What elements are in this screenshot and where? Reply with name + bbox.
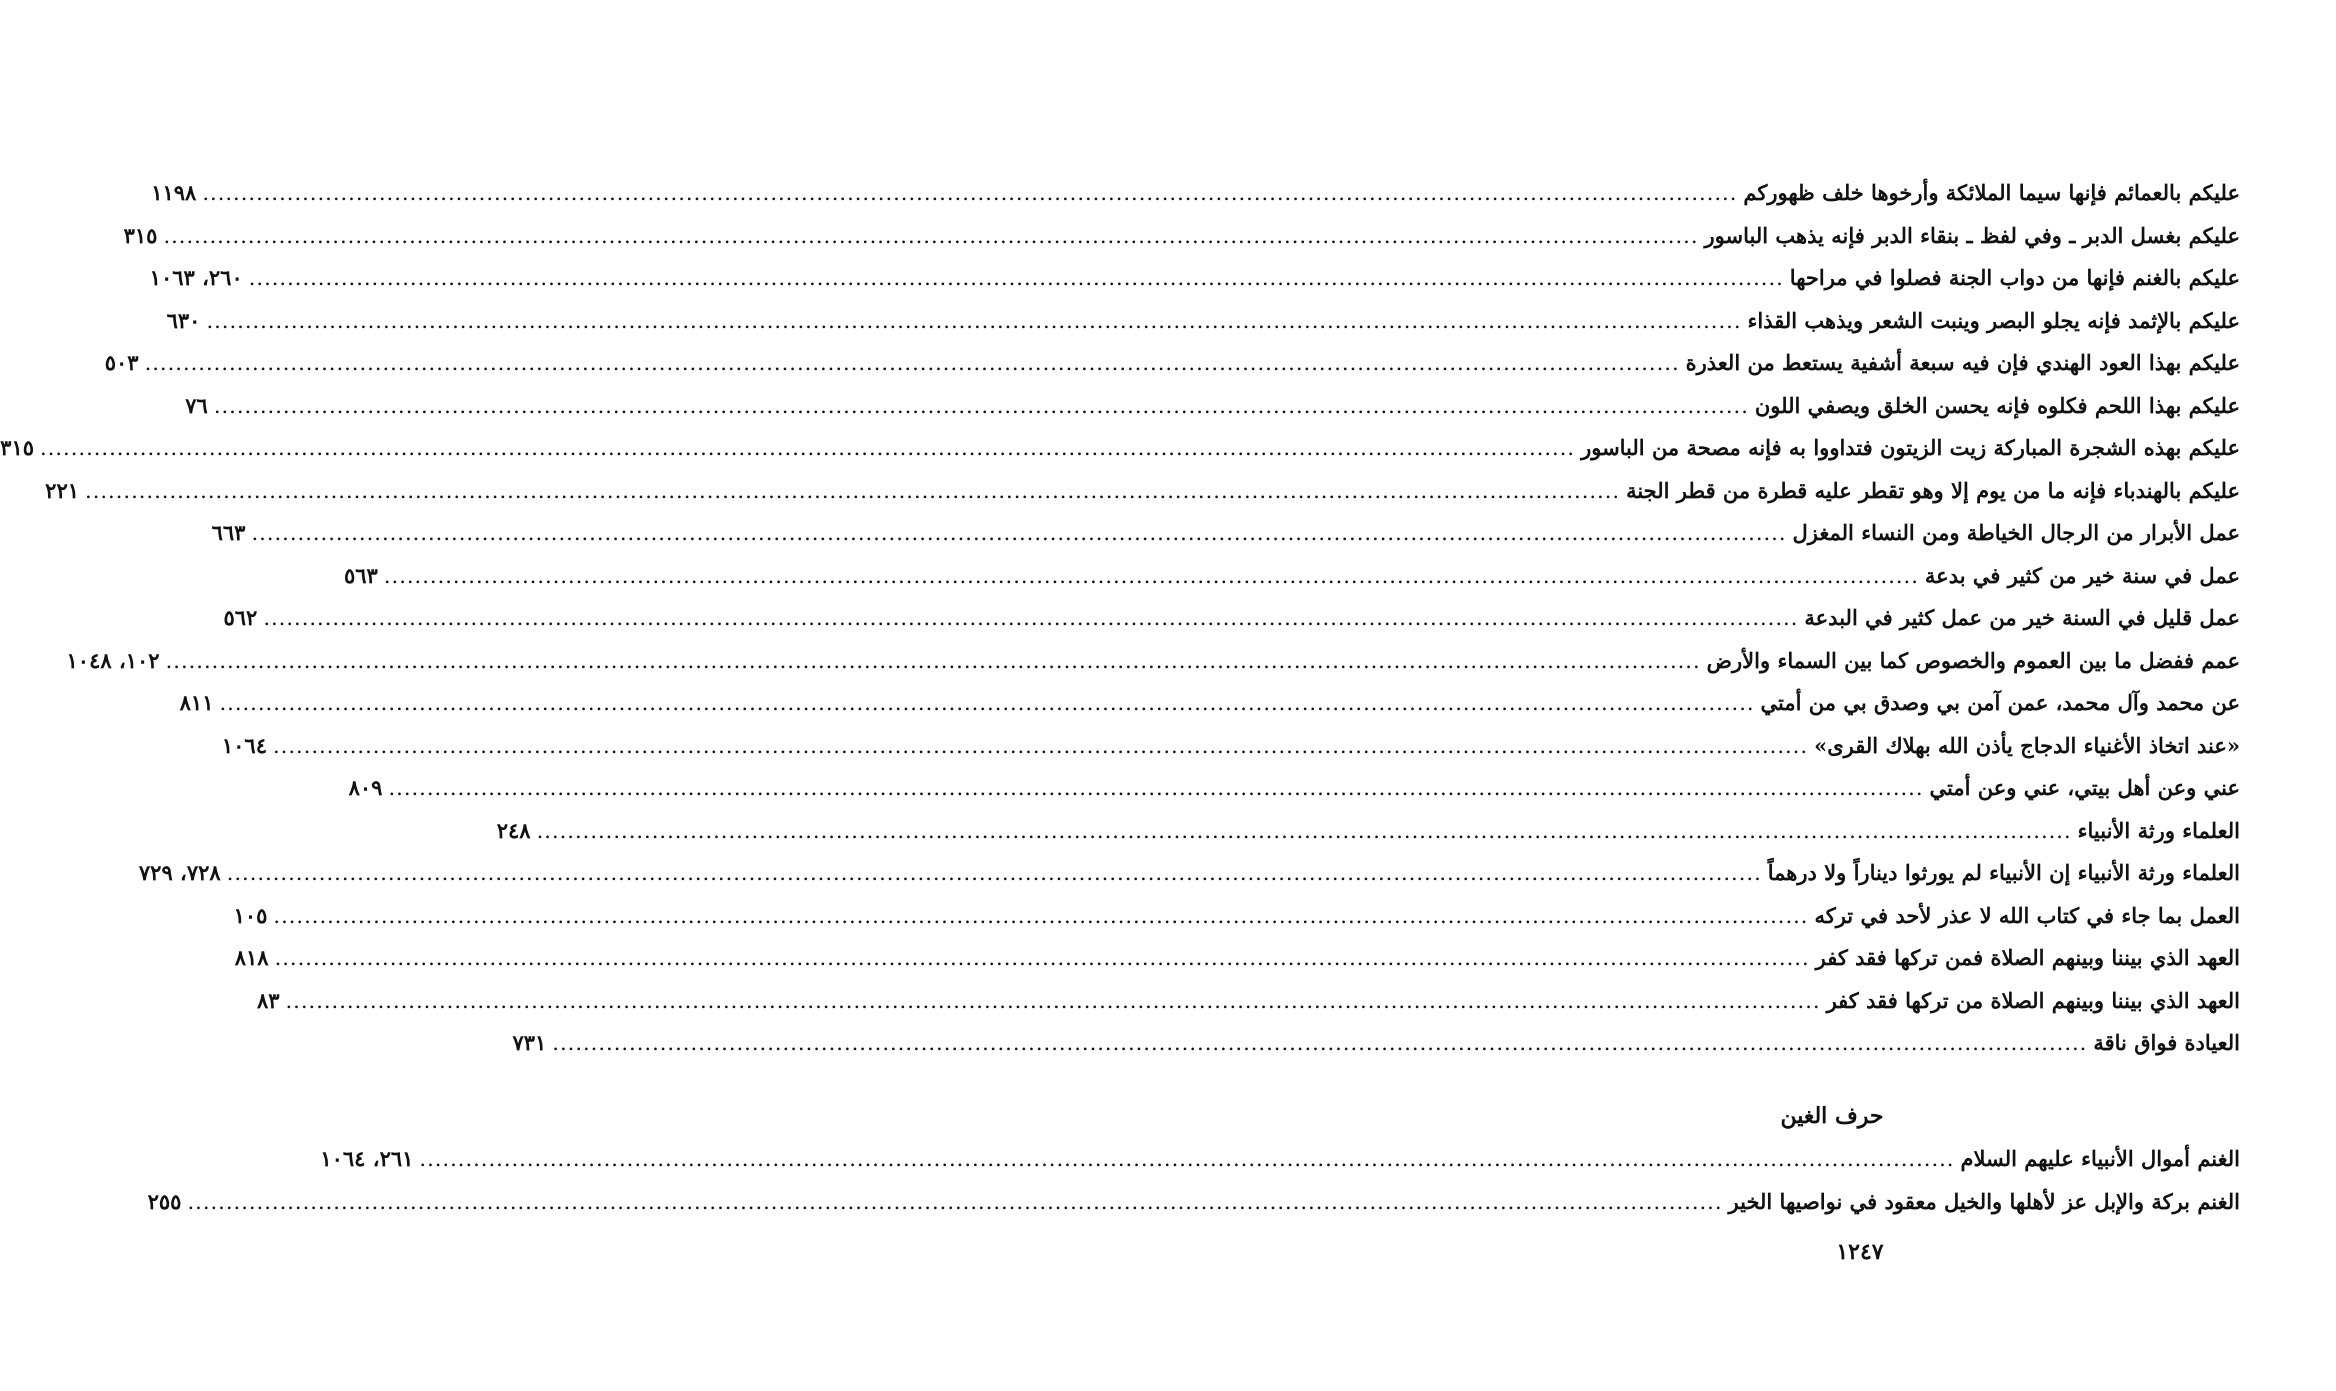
index-entry bbox=[223, 597, 2240, 640]
index-entry bbox=[496, 810, 2240, 853]
entry-text: عليكم بهذه الشجرة المباركة زيت الزيتون فتداووا به فإنه مصحة من الباسور bbox=[1581, 435, 2240, 460]
leader-dots: ........................................................................................................................................................................................................ bbox=[85, 478, 1621, 503]
entry-page-numbers: ٧٢٨، ٧٢٩ bbox=[138, 860, 221, 885]
leader-dots: ........................................................................................................................................................................................................ bbox=[263, 606, 1799, 630]
index-entry bbox=[234, 937, 2240, 980]
entry-text: عليكم بالهندباء فإنه ما من يوم إلا وهو تقطر عليه قطرة من قطر الجنة bbox=[1626, 477, 2240, 503]
leader-dots: ........................................................................................................................................................................................................ bbox=[163, 223, 1699, 248]
leader-dots: ........................................................................................................................................................................................................ bbox=[536, 818, 2072, 843]
entry-text: العيادة فواق ناقة bbox=[2093, 1030, 2240, 1055]
index-entry bbox=[123, 215, 2240, 258]
leader-dots: ........................................................................................................................................................................................................ bbox=[273, 733, 1809, 758]
entry-text: عني وعن أهل بيتي، عني وعن أمتي bbox=[1929, 775, 2240, 800]
entry-page-numbers: ١٠٢، ١٠٤٨ bbox=[66, 647, 160, 673]
index-entry bbox=[0, 427, 2240, 470]
index-entry bbox=[166, 300, 2240, 343]
index-entry bbox=[233, 895, 2240, 938]
entry-page-numbers: ٢٦٠، ١٠٦٣ bbox=[149, 265, 243, 290]
index-entry bbox=[348, 767, 2240, 810]
entry-page-numbers: ٨٣ bbox=[256, 987, 280, 1013]
entry-text: عليكم بهذا اللحم فكلوه فإنه يحسن الخلق ويصفي اللون bbox=[1754, 392, 2240, 418]
leader-dots: ........................................................................................................................................................................................................ bbox=[144, 351, 1680, 375]
index-entries-list bbox=[0, 172, 2240, 1065]
entry-text: عن محمد وآل محمد، عمن آمن بي وصدق بي من أمتي bbox=[1760, 690, 2240, 715]
entry-text: عليكم بالعمائم فإنها سيما الملائكة وأرخوها خلف ظهوركم bbox=[1743, 180, 2240, 205]
entry-text: العلماء ورثة الأنبياء bbox=[2077, 817, 2240, 843]
entry-text: عليكم بهذا العود الهندي فإن فيه سبعة أشفية يستعط من العذرة bbox=[1685, 350, 2240, 375]
entry-text: العهد الذي بيننا وبينهم الصلاة من تركها فقد كفر bbox=[1826, 987, 2240, 1013]
leader-dots: ........................................................................................................................................................................................................ bbox=[419, 1147, 1955, 1171]
leader-dots: ........................................................................................................................................................................................................ bbox=[40, 436, 1576, 460]
entry-page-numbers: ٨١٨ bbox=[234, 945, 269, 970]
entry-page-numbers: ٢٢١ bbox=[45, 477, 80, 503]
entry-page-numbers: ١٠٥ bbox=[233, 902, 268, 928]
entry-text: عليكم بالإثمد فإنه يجلو البصر وينبت الشعر ويذهب القذاء bbox=[1747, 307, 2240, 333]
entry-page-numbers: ٧٦ bbox=[185, 392, 208, 418]
entry-text: العهد الذي بيننا وبينهم الصلاة فمن تركها فقد كفر bbox=[1815, 945, 2240, 970]
index-entries-list-ghain bbox=[147, 1138, 2240, 1223]
leader-dots: ........................................................................................................................................................................................................ bbox=[273, 903, 1809, 928]
index-entry bbox=[211, 512, 2240, 555]
page-number: ١٢٤٧ bbox=[1836, 1239, 1884, 1265]
entry-page-numbers: ٧٣١ bbox=[512, 1030, 547, 1055]
leader-dots: ........................................................................................................................................................................................................ bbox=[206, 308, 1742, 333]
leader-dots: ........................................................................................................................................................................................................ bbox=[274, 946, 1810, 970]
index-entry bbox=[256, 980, 2240, 1023]
index-entry bbox=[320, 1138, 2240, 1181]
leader-dots: ........................................................................................................................................................................................................ bbox=[165, 648, 1701, 673]
entry-page-numbers: ٨٠٩ bbox=[348, 775, 383, 800]
entry-text: العمل بما جاء في كتاب الله لا عذر لأحد في تركه bbox=[1814, 902, 2240, 928]
index-entry bbox=[104, 342, 2240, 385]
entry-page-numbers: ٣١٥ bbox=[0, 435, 35, 460]
index-entry bbox=[138, 852, 2240, 895]
entry-page-numbers: ٥٦٣ bbox=[344, 562, 378, 588]
index-entry bbox=[512, 1022, 2240, 1065]
entry-text: الغنم بركة والإبل عز لأهلها والخيل معقود في نواصيها الخير bbox=[1728, 1188, 2240, 1214]
index-entry bbox=[45, 470, 2240, 513]
entry-text: عليكم بالغنم فإنها من دواب الجنة فصلوا في مراحها bbox=[1789, 265, 2240, 290]
index-entry bbox=[185, 385, 2240, 428]
entry-page-numbers: ٣١٥ bbox=[123, 222, 158, 248]
entry-text: «عند اتخاذ الأغنياء الدجاج يأذن الله بهلاك القرى» bbox=[1814, 732, 2240, 758]
entry-page-numbers: ١١٩٨ bbox=[151, 180, 197, 205]
section-heading: حرف الغين bbox=[1780, 1103, 1884, 1129]
entry-page-numbers: ١٠٦٤ bbox=[221, 732, 267, 758]
index-entry bbox=[149, 257, 2240, 300]
entry-page-numbers: ٥٠٣ bbox=[104, 350, 139, 375]
index-entry bbox=[151, 172, 2240, 215]
index-entry bbox=[179, 682, 2240, 725]
leader-dots: ........................................................................................................................................................................................................ bbox=[187, 1189, 1723, 1214]
entry-page-numbers: ٦٣٠ bbox=[166, 307, 201, 333]
entry-page-numbers: ٢٦١، ١٠٦٤ bbox=[320, 1146, 414, 1171]
entry-text: عمل الأبرار من الرجال الخياطة ومن النساء المغزل bbox=[1792, 520, 2240, 545]
leader-dots: ........................................................................................................................................................................................................ bbox=[251, 521, 1787, 545]
leader-dots: ........................................................................................................................................................................................................ bbox=[219, 691, 1755, 715]
entry-text: العلماء ورثة الأنبياء إن الأنبياء لم يورثوا ديناراً ولا درهماً bbox=[1767, 860, 2240, 885]
entry-text: عمل قليل في السنة خير من عمل كثير في البدعة bbox=[1804, 605, 2240, 630]
leader-dots: ........................................................................................................................................................................................................ bbox=[226, 861, 1762, 885]
leader-dots: ........................................................................................................................................................................................................ bbox=[248, 266, 1784, 290]
index-entry bbox=[344, 555, 2240, 598]
leader-dots: ........................................................................................................................................................................................................ bbox=[285, 988, 1821, 1013]
leader-dots: ........................................................................................................................................................................................................ bbox=[213, 393, 1749, 418]
leader-dots: ........................................................................................................................................................................................................ bbox=[552, 1031, 2088, 1055]
entry-page-numbers: ٦٦٣ bbox=[211, 520, 246, 545]
entry-page-numbers: ٥٦٢ bbox=[223, 605, 258, 630]
entry-text: عمم ففضل ما بين العموم والخصوص كما بين السماء والأرض bbox=[1706, 647, 2240, 673]
leader-dots: ........................................................................................................................................................................................................ bbox=[202, 181, 1738, 205]
entry-text: عليكم بغسل الدبر ـ وفي لفظ ـ بنقاء الدبر فإنه يذهب الباسور bbox=[1704, 222, 2240, 248]
entry-page-numbers: ٨١١ bbox=[179, 690, 214, 715]
index-entry bbox=[147, 1181, 2240, 1224]
leader-dots: ........................................................................................................................................................................................................ bbox=[383, 563, 1919, 588]
index-entry bbox=[221, 725, 2240, 768]
entry-text: الغنم أموال الأنبياء عليهم السلام bbox=[1960, 1146, 2240, 1171]
entry-text: عمل في سنة خير من كثير في بدعة bbox=[1924, 562, 2240, 588]
leader-dots: ........................................................................................................................................................................................................ bbox=[388, 776, 1924, 800]
index-entry bbox=[66, 640, 2240, 683]
entry-page-numbers: ٢٥٥ bbox=[147, 1188, 182, 1214]
entry-page-numbers: ٢٤٨ bbox=[496, 817, 531, 843]
